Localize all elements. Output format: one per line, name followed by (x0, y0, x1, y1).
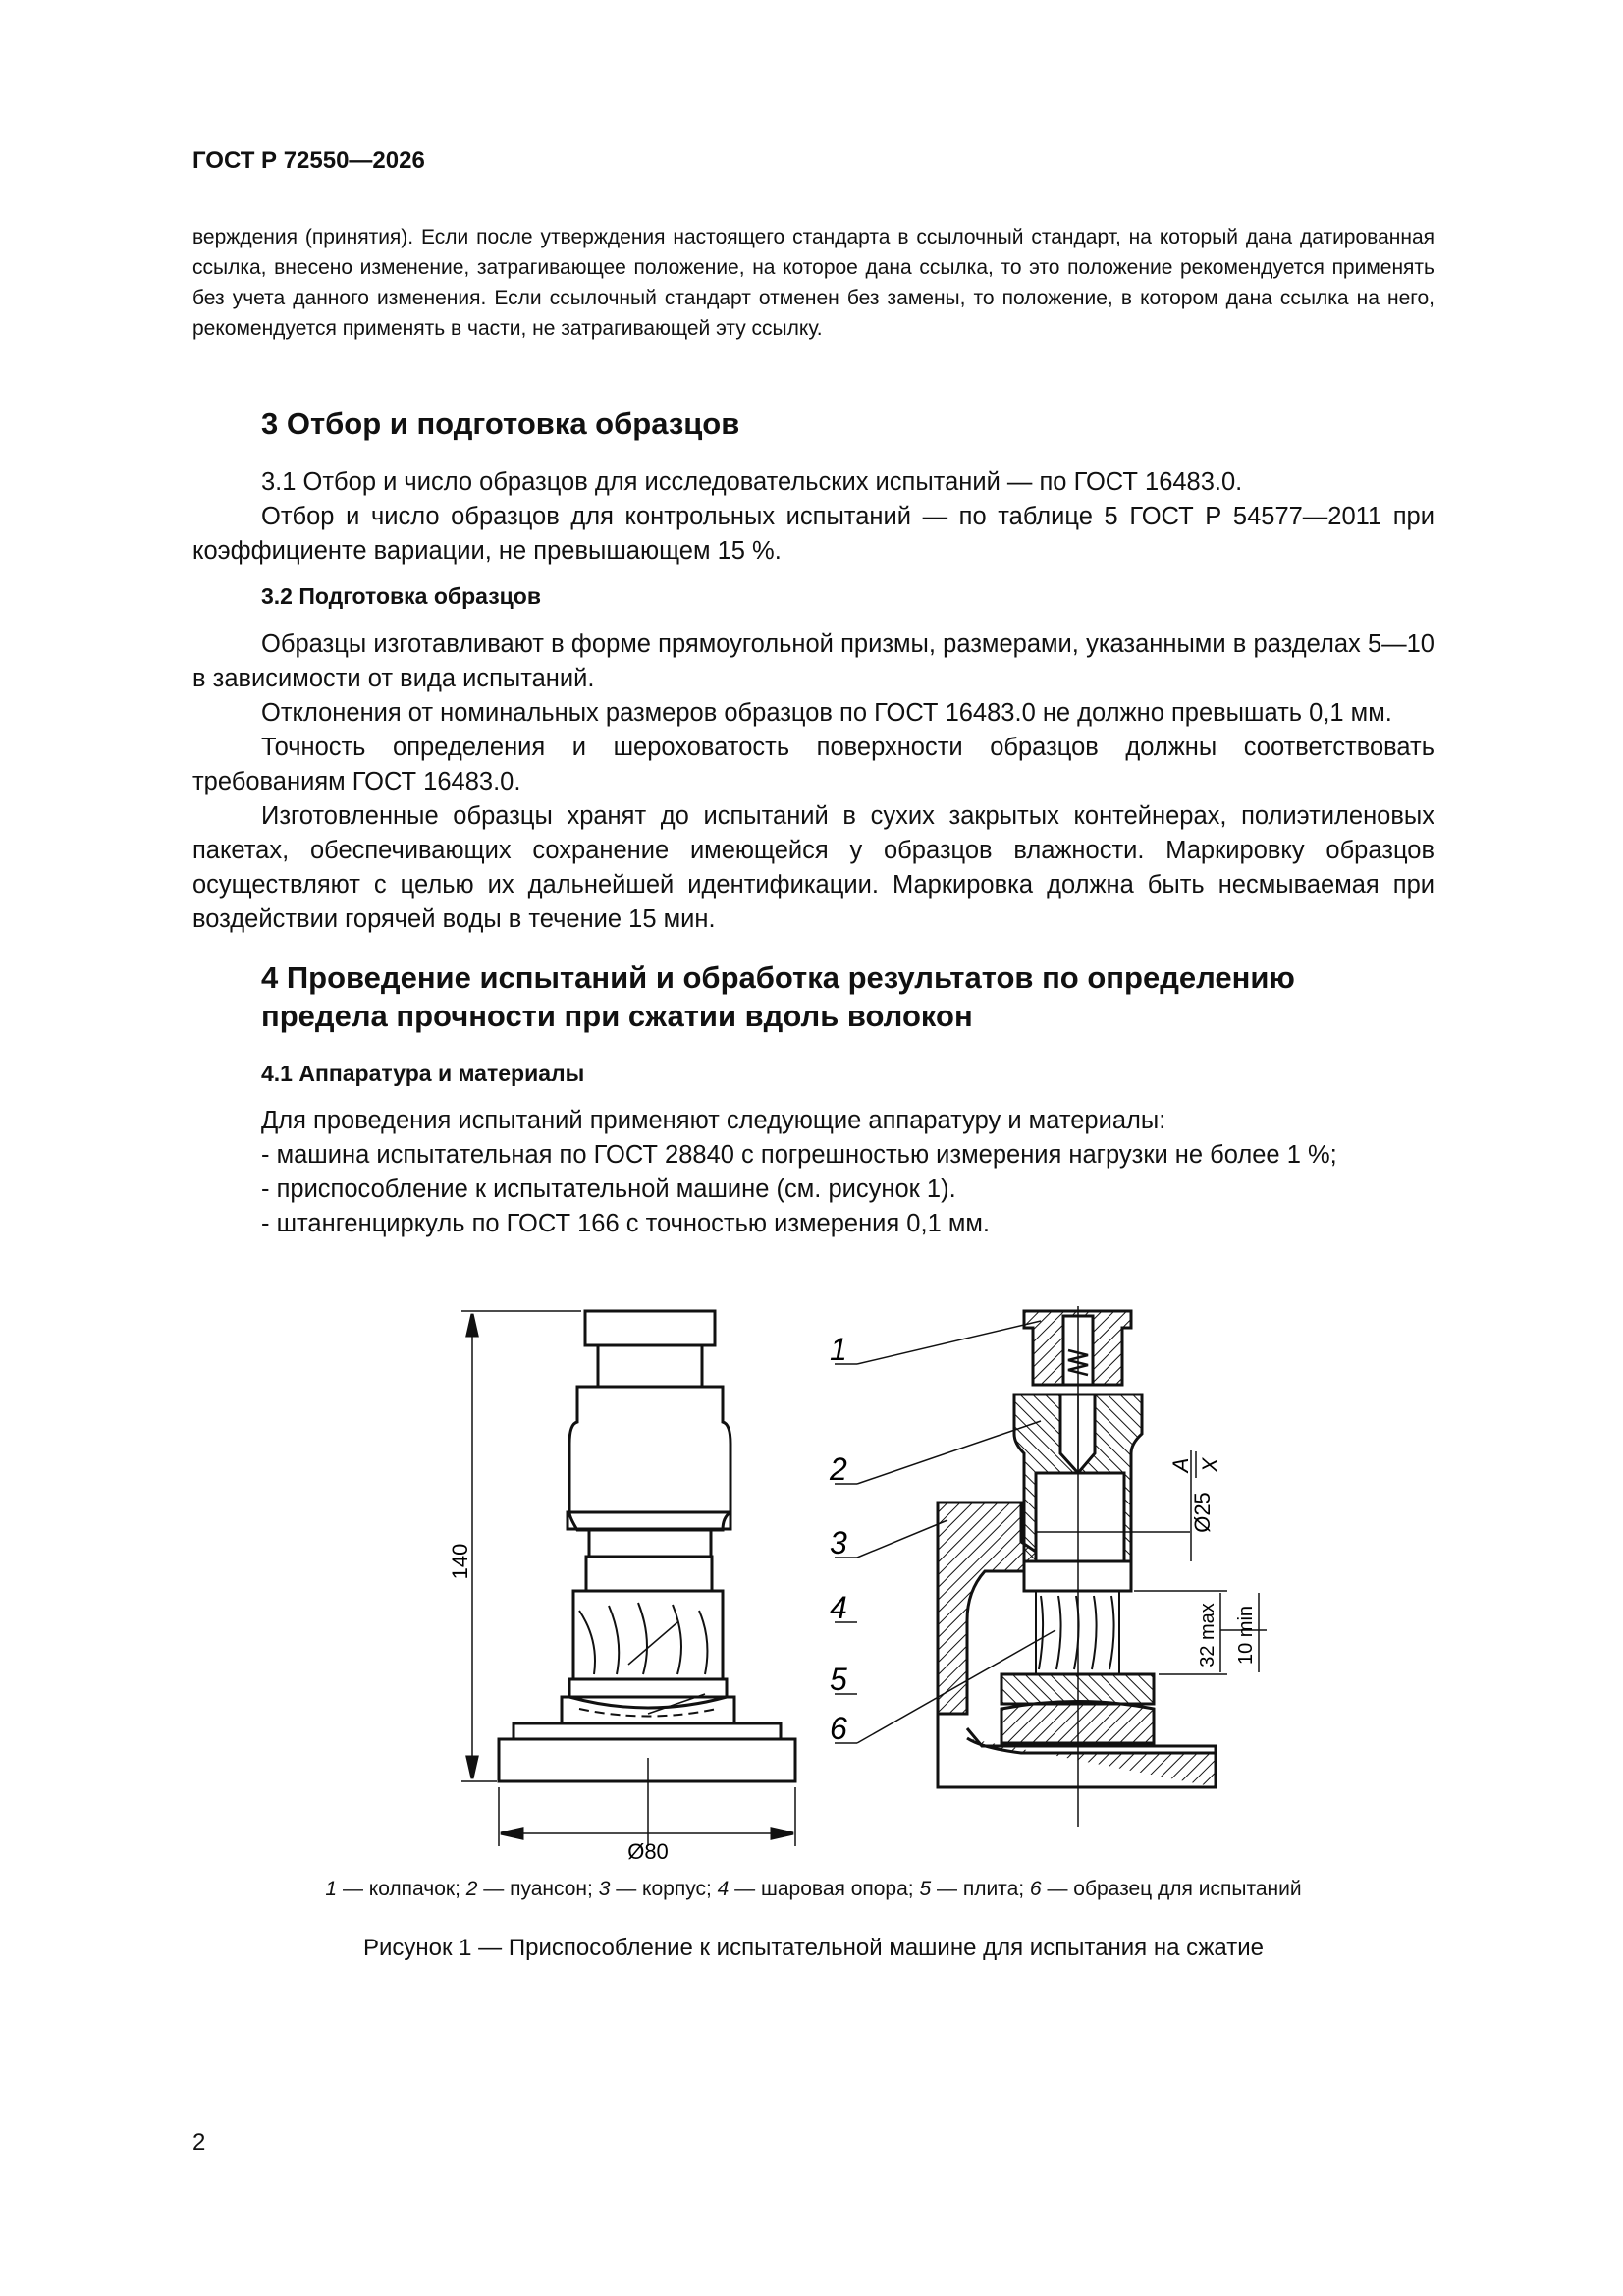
intro-paragraph: верждения (принятия). Если после утверждения настоящего стандарта в ссылочный стандарт, на который дана датированная ссылка, внесено изменение, затрагивающее положение, на которое дана ссылка, то это положение рекомендуется применять без учета данного изменения. Если ссылочный стандарт отменен без замены, то положение, в котором дана ссылка на него, рекомендуется применять в части, не затрагивающей эту ссылку. (192, 226, 1434, 340)
paragraph-3-2-storage: Изготовленные образцы хранят до испытаний в сухих закрытых контейнерах, полиэтиленовых пакетах, обеспечивающих сохранение имеющейся у образцов влажности. Маркировку образцов осуществляют с целью их дальнейшей идентификации. Маркировка должна быть несмываемая при воздействии горячей воды в течение 15 мин. (192, 802, 1434, 933)
section-3-title: 3 Отбор и подготовка образцов (261, 407, 740, 441)
equipment-lead: Для проведения испытаний применяют следующие аппаратуру и материалы: (261, 1107, 1166, 1134)
equipment-item: - машина испытательная по ГОСТ 28840 с погрешностью измерения нагрузки не более 1 %; (261, 1141, 1337, 1169)
fit-lower-label: X (1198, 1457, 1222, 1473)
paragraph-3-2-accuracy: Точность определения и шероховатость поверхности образцов должны соответствовать требованиям ГОСТ 16483.0. (192, 734, 1434, 795)
equipment-item: - приспособление к испытательной машине (см. рисунок 1). (261, 1175, 956, 1203)
callout-4: 4 (830, 1590, 847, 1625)
callout-6: 6 (830, 1711, 847, 1746)
figure-legend: 1 — колпачок; 2 — пуансон; 3 — корпус; 4 — шаровая опора; 5 — плита; 6 — образец для испытаний (325, 1878, 1302, 1900)
dimension-bore-label: Ø25 (1190, 1492, 1215, 1533)
paragraph-3-2-deviation: Отклонения от номинальных размеров образцов по ГОСТ 16483.0 не должно превышать 0,1 мм. (261, 699, 1392, 727)
figure-caption: Рисунок 1 — Приспособление к испытательной машине для испытания на сжатие (362, 1935, 1264, 1961)
dimension-diameter-label: Ø80 (627, 1839, 669, 1864)
subsection-4-1-title: 4.1 Аппаратура и материалы (261, 1061, 585, 1086)
section-4-title-line2: предела прочности при сжатии вдоль волокон (261, 999, 973, 1033)
callout-1: 1 (830, 1332, 847, 1367)
equipment-item: - штангенциркуль по ГОСТ 166 с точностью измерения 0,1 мм. (261, 1210, 990, 1237)
dimension-min-label: 10 min (1235, 1605, 1257, 1666)
subsection-3-2-title: 3.2 Подготовка образцов (261, 583, 541, 609)
section-view (938, 1306, 1216, 1827)
section-4-title-line1: 4 Проведение испытаний и обработка результатов по определению (261, 960, 1295, 995)
callout-3: 3 (830, 1525, 847, 1560)
dimension-height-label: 140 (448, 1543, 472, 1580)
fit-upper-label: A (1168, 1457, 1193, 1473)
paragraph-3-1-control: Отбор и число образцов для контрольных испытаний — по таблице 5 ГОСТ Р 54577—2011 при коэффициенте вариации, не превышающем 15 %. (192, 503, 1434, 565)
page-number: 2 (192, 2129, 206, 2156)
paragraph-3-1: 3.1 Отбор и число образцов для исследовательских испытаний — по ГОСТ 16483.0. (261, 468, 1243, 496)
paragraph-3-2-shape: Образцы изготавливают в форме прямоугольной призмы, размерами, указанными в разделах 5—10 в зависимости от вида испытаний. (192, 630, 1434, 692)
dimension-max-label: 32 max (1197, 1603, 1218, 1667)
document-code: ГОСТ Р 72550—2026 (192, 147, 425, 174)
callout-5: 5 (830, 1662, 847, 1697)
callout-2: 2 (830, 1451, 847, 1487)
front-view (499, 1311, 795, 1846)
